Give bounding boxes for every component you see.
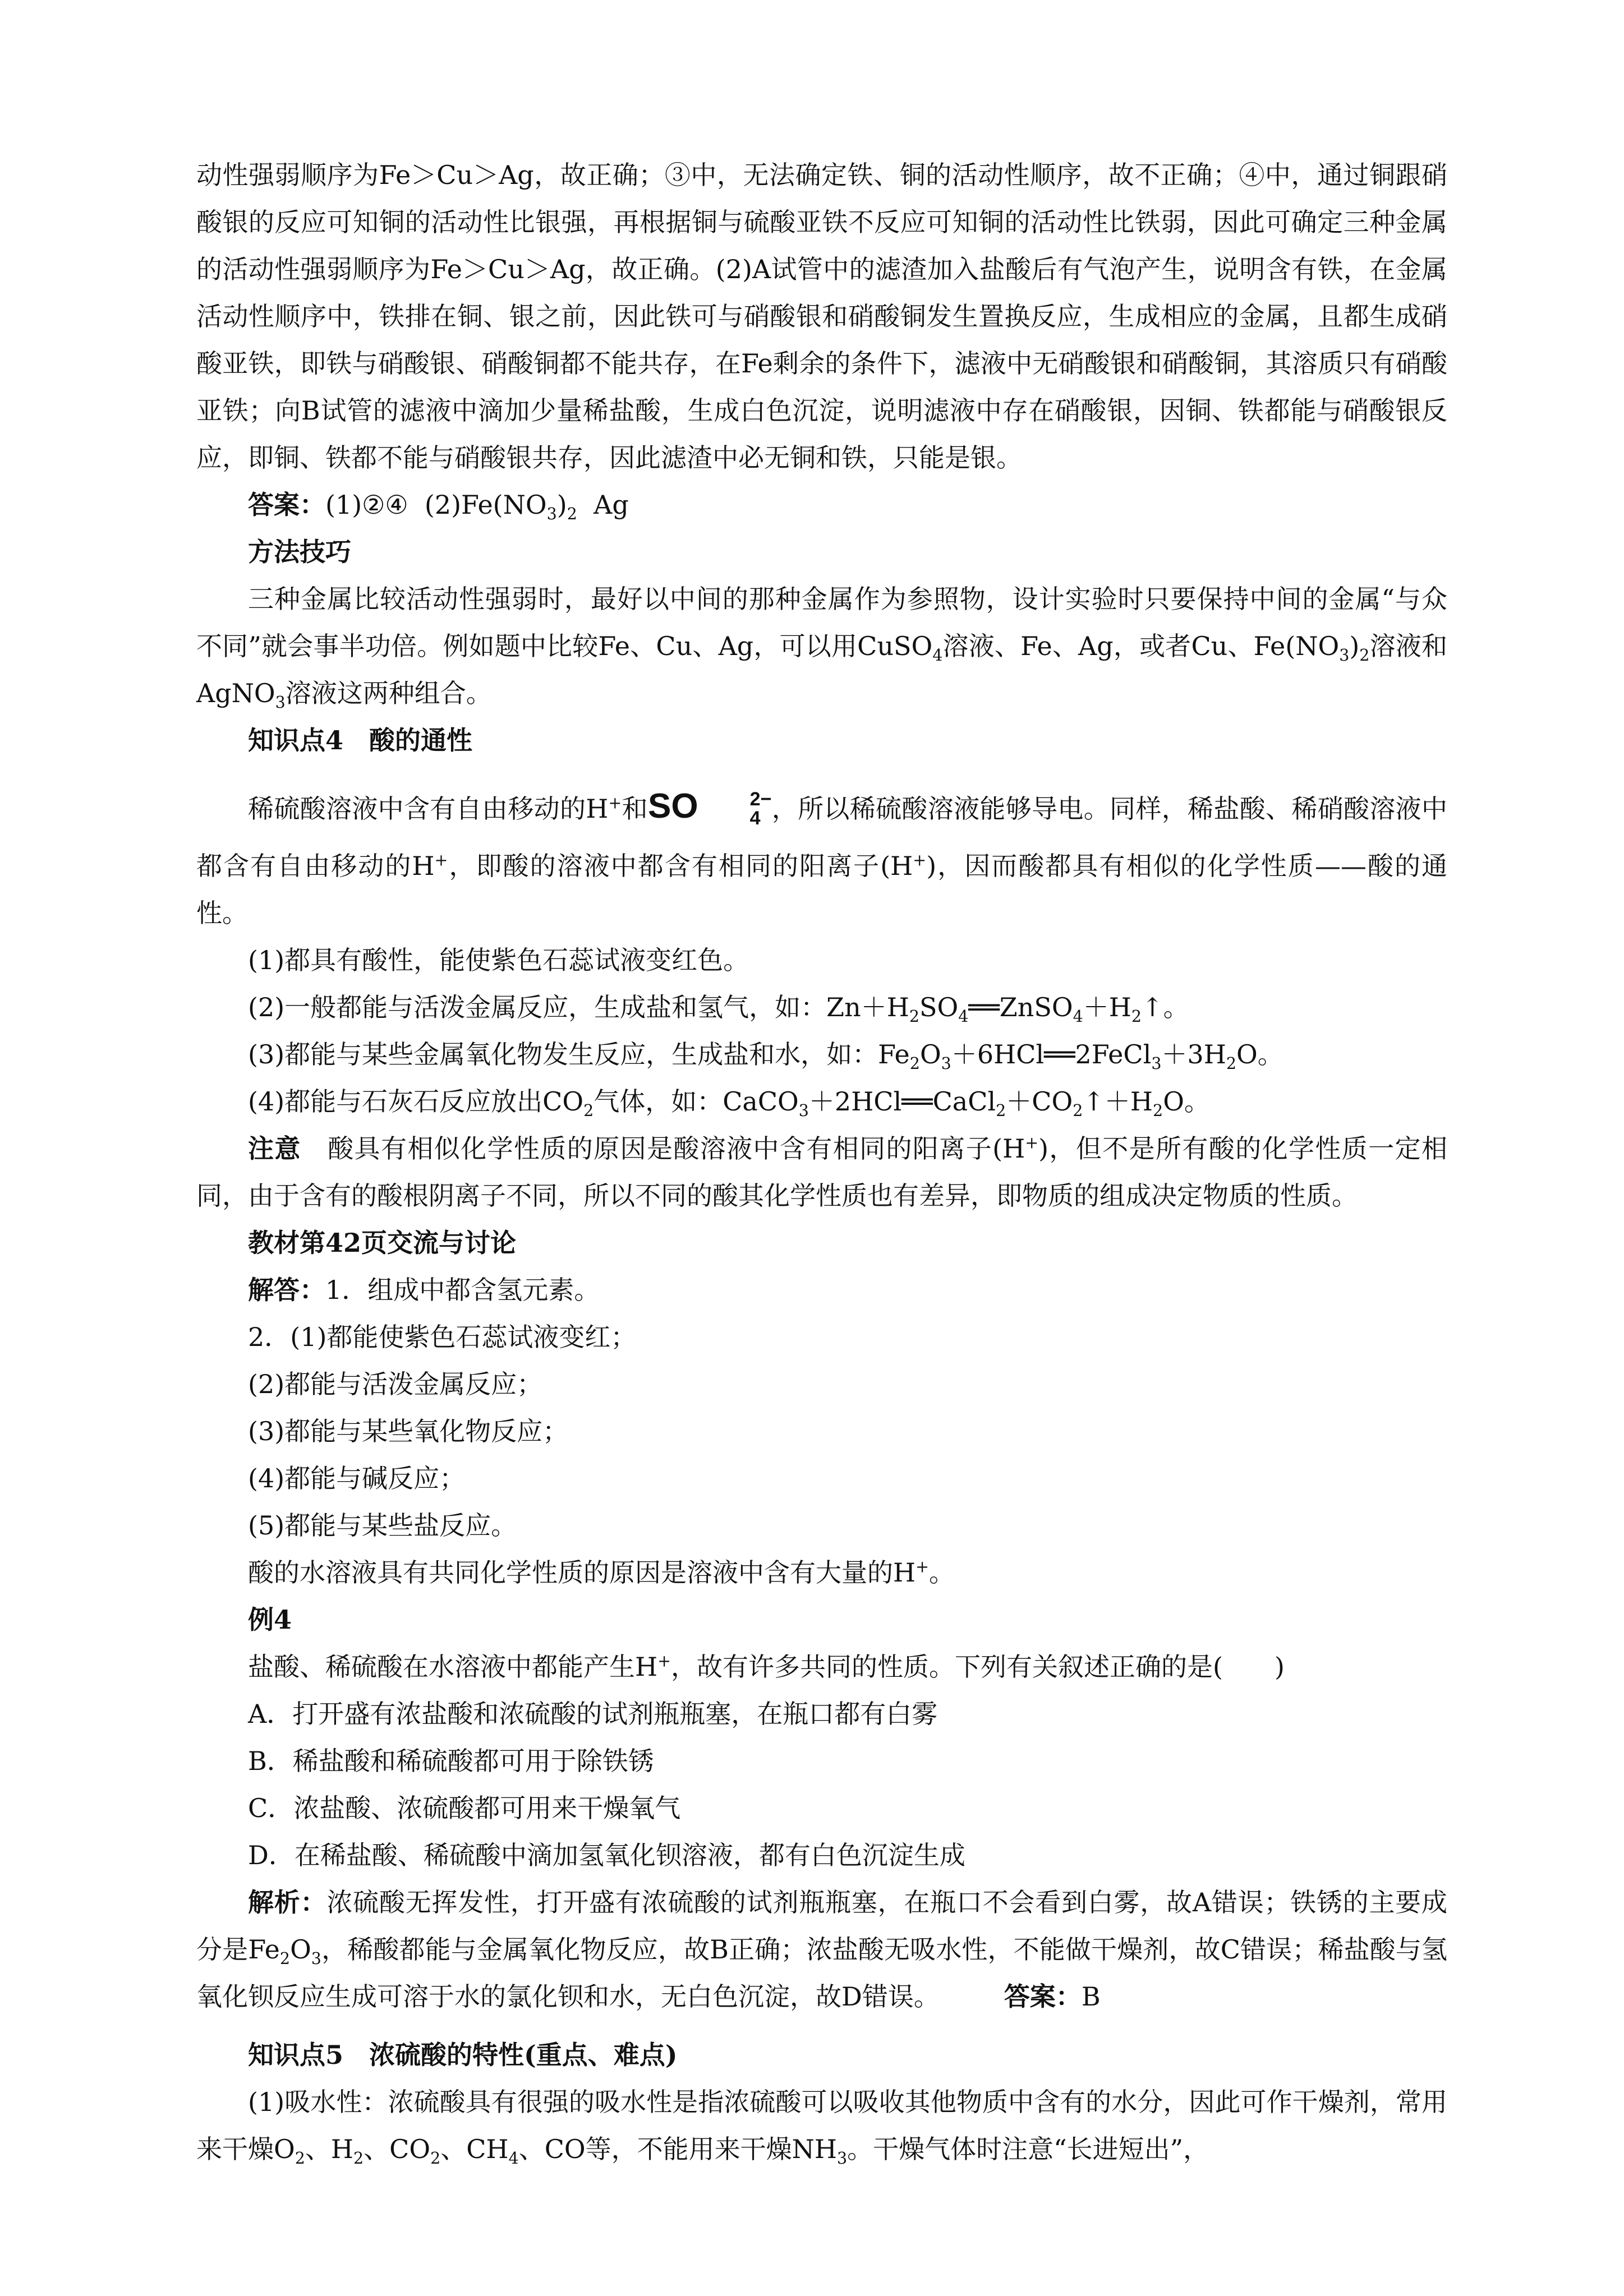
subscript: 2 (583, 1101, 594, 1121)
example-4-analysis (196, 1879, 1447, 2020)
paragraph-note (196, 1125, 1447, 1219)
answer-value: B (1081, 1981, 1101, 2012)
superscript: + (1025, 1133, 1039, 1152)
subscript: 4 (932, 646, 943, 665)
text-run: 、CO等，不能用来干燥NH (518, 2134, 837, 2164)
subscript: 2 (567, 505, 577, 524)
subscript: 4 (749, 807, 761, 829)
subscript: 2 (295, 2149, 305, 2168)
text-run: 酸具有相似化学性质的原因是酸溶液中含有相同的阳离子(H (301, 1133, 1025, 1164)
answer-part-2-close: ) (556, 490, 567, 520)
option-c: C．浓盐酸、浓硫酸都可用来干燥氧气 (248, 1793, 681, 1823)
superscript: + (913, 851, 927, 870)
subscript: 3 (275, 693, 286, 712)
text-run: ＋CO (1006, 1086, 1073, 1117)
text-run: O (290, 1934, 311, 1965)
acid-property-2 (196, 984, 1447, 1031)
superscript: + (657, 1652, 671, 1671)
sulfate-ion-symbol: SO (647, 787, 698, 826)
heading-example-4: 例4 (248, 1605, 292, 1635)
spacer (196, 764, 1447, 775)
note-label: 注意 (248, 1133, 301, 1164)
text-run: ，故有许多共同的性质。下列有关叙述正确的是( ) (671, 1652, 1285, 1682)
text-run: 气体，如：CaCO (594, 1086, 799, 1117)
heading-method-tips: 方法技巧 (248, 537, 351, 567)
text-run: O (919, 1039, 941, 1069)
sulfate-ion-formula (647, 787, 772, 829)
text-run: (1)吸水性：浓硫酸具有很强的吸水性是指浓硫酸可以吸收其他物质中含有的水分，因此可作干燥剂，常用来干燥O (196, 2087, 1447, 2164)
answer-part-2 (424, 490, 577, 524)
textbook-answer-4: (3)都能与某些氧化物反应； (248, 1416, 569, 1446)
textbook-answer-3: (2)都能与活泼金属反应； (248, 1369, 543, 1399)
text-run: 和 (622, 794, 648, 824)
text-run: ＋6HCl══2FeCl (951, 1039, 1152, 1069)
answer-label: 答案： (248, 490, 325, 520)
text-run: ＋3H (1161, 1039, 1226, 1069)
answer-part-1: (1)②④ (325, 490, 408, 520)
subscript: 4 (1073, 1007, 1083, 1026)
document-page (196, 151, 1447, 2173)
text-run: 。 (929, 1557, 955, 1588)
subscript: 2 (909, 1007, 920, 1026)
subscript: 3 (798, 1101, 809, 1121)
text-run: 三种金属比较活动性强弱时，最好以中间的那种金属作为参照物，设计实验时只要保持中间的金属“与众不同”就会事半功倍。例如题中比较Fe、Cu、Ag，可以用CuSO (196, 584, 1447, 661)
text-run: O。 (1236, 1039, 1283, 1069)
text-run: 盐酸、稀硫酸在水溶液中都能产生H (248, 1652, 658, 1682)
superscript: + (915, 1557, 930, 1576)
superscript: + (434, 851, 448, 870)
answer-line (196, 481, 1447, 528)
subscript: 3 (1151, 1054, 1162, 1073)
text-run: ══ZnSO (968, 992, 1073, 1022)
text-run: O。 (1163, 1086, 1210, 1117)
text-run: ＋2HCl══CaCl (808, 1086, 996, 1117)
text-run: (2)一般都能与活泼金属反应，生成盐和氢气，如：Zn＋H (248, 992, 909, 1022)
paragraph-analysis-continued: 动性强弱顺序为Fe＞Cu＞Ag，故正确；③中，无法确定铁、铜的活动性顺序，故不正确；④中，通过铜跟硝酸银的反应可知铜的活动性比银强，再根据铜与硫酸亚铁不反应可知铜的活动性比铁弱，因此可确定三种金属的活动性强弱顺序为Fe＞Cu＞Ag，故正确。(2)A试管中的滤渣加入盐酸后有气泡产生，说明含有铁，在金属活动性顺序中，铁排在铜、银之前，因此铁可与硝酸银和硝酸铜发生置换反应，生成相应的金属，且都生成硝酸亚铁，即铁与硝酸银、硝酸铜都不能共存，在Fe剩余的条件下，滤液中无硝酸银和硝酸铜，其溶质只有硝酸亚铁；向B试管的滤液中滴加少量稀盐酸，生成白色沉淀，说明滤液中存在硝酸银，因铜、铁都能与硝酸银反应，即铜、铁都不能与硝酸银共存，因此滤渣中必无铜和铁，只能是银。 (196, 160, 1447, 473)
textbook-answer-2: 2．(1)都能使紫色石蕊试液变红； (248, 1322, 637, 1352)
textbook-answer-5: (4)都能与碱反应； (248, 1463, 466, 1493)
subscript: 2 (1359, 646, 1370, 665)
spacer (196, 2020, 1447, 2031)
subscript: 3 (836, 2149, 848, 2168)
subscript: 2 (909, 1054, 920, 1073)
text-run: 、CO (364, 2134, 431, 2164)
acid-property-1: (1)都具有酸性，能使紫色石蕊试液变红色。 (248, 945, 749, 975)
textbook-answer-6: (5)都能与某些盐反应。 (248, 1510, 517, 1541)
heading-textbook-discussion: 教材第42页交流与讨论 (248, 1228, 517, 1258)
superscript: 2− (749, 788, 772, 810)
subscript: 2 (430, 2149, 441, 2168)
superscript: + (608, 794, 622, 813)
text-run: 稀硫酸溶液中含有自由移动的H (248, 794, 609, 824)
text-run: ↑＋H (1083, 1086, 1153, 1117)
subscript: 2 (1153, 1101, 1163, 1121)
paragraph-hygroscopicity (196, 2078, 1447, 2173)
text-run: 1．组成中都含氢元素。 (325, 1275, 600, 1305)
analysis-label: 解析： (248, 1887, 327, 1917)
subscript: 3 (311, 1949, 321, 1968)
answer-label: 解答： (248, 1275, 325, 1305)
subscript: 4 (958, 1007, 969, 1026)
text-run: 溶液这两种组合。 (285, 678, 492, 708)
text-run: 。干燥气体时注意“长进短出”， (847, 2134, 1209, 2164)
heading-knowledge-point-4: 知识点4 酸的通性 (248, 725, 473, 755)
text-run: ，所以稀硫酸溶液能够导电。同样，稀盐酸、稀硝酸溶液中都含有自由移动的H (196, 794, 1448, 881)
text-run: )，因而酸都具有相似的化学性质——酸的通性。 (196, 851, 1447, 928)
text-run: SO (919, 992, 959, 1022)
subscript: 2 (353, 2149, 364, 2168)
paragraph-method-tips (196, 575, 1447, 717)
text-run: ，稀酸都能与金属氧化物反应，故B正确；浓盐酸无吸水性，不能做干燥剂，故C错误；稀盐酸与氢氧化钡反应生成可溶于水的氯化钡和水，无白色沉淀，故D错误。 (196, 1934, 1448, 2012)
text-run: 、CH (440, 2134, 509, 2164)
subscript: 2 (996, 1101, 1006, 1121)
acid-property-4 (196, 1078, 1447, 1125)
textbook-answer-7 (196, 1549, 1447, 1596)
answer-part-2-text: (2)Fe(NO (424, 490, 547, 520)
paragraph-acid-general (196, 775, 1447, 937)
text-run: )，但不是所有酸的化学性质一定相同，由于含有的酸根阴离子不同，所以不同的酸其化学性质也有差异，即物质的组成决定物质的性质。 (196, 1133, 1447, 1211)
subscript: 3 (1339, 646, 1350, 665)
acid-property-3 (196, 1031, 1447, 1078)
subscript: 2 (1131, 1007, 1142, 1026)
heading-knowledge-point-5: 知识点5 浓硫酸的特性(重点、难点) (248, 2040, 678, 2070)
option-d: D．在稀盐酸、稀硫酸中滴加氢氧化钡溶液，都有白色沉淀生成 (248, 1840, 965, 1870)
option-b: B．稀盐酸和稀硫酸都可用于除铁锈 (248, 1746, 654, 1776)
text-run: ) (1349, 631, 1360, 661)
text-run: 溶液和AgNO (196, 631, 1447, 708)
text-run: (4)都能与石灰石反应放出CO (248, 1086, 584, 1117)
text-run: 浓硫酸无挥发性，打开盛有浓硫酸的试剂瓶瓶塞，在瓶口不会看到白雾，故A错误；铁锈的主要成分是Fe (196, 1887, 1447, 1965)
subscript: 3 (941, 1054, 951, 1073)
answer-part-3: Ag (594, 490, 629, 520)
subscript: 2 (1226, 1054, 1237, 1073)
subscript: 2 (1073, 1101, 1083, 1121)
text-run: 、H (305, 2134, 353, 2164)
textbook-answer-1 (196, 1266, 1447, 1313)
text-run: 酸的水溶液具有共同化学性质的原因是溶液中含有大量的H (248, 1557, 916, 1588)
text-run: ＋H (1083, 992, 1131, 1022)
answer-label: 答案： (1004, 1981, 1082, 2012)
subscript: 2 (279, 1949, 291, 1968)
subscript: 4 (508, 2149, 519, 2168)
subscript: 3 (546, 505, 557, 524)
text-run: ，即酸的溶液中都含有相同的阳离子(H (448, 851, 913, 881)
text-run: 溶液、Fe、Ag，或者Cu、Fe(NO (942, 631, 1340, 661)
option-a: A．打开盛有浓盐酸和浓硫酸的试剂瓶瓶塞，在瓶口都有白雾 (248, 1699, 938, 1729)
text-run: (3)都能与某些金属氧化物发生反应，生成盐和水，如：Fe (248, 1039, 910, 1069)
text-run: ↑。 (1142, 992, 1189, 1022)
example-4-question (196, 1643, 1447, 1690)
